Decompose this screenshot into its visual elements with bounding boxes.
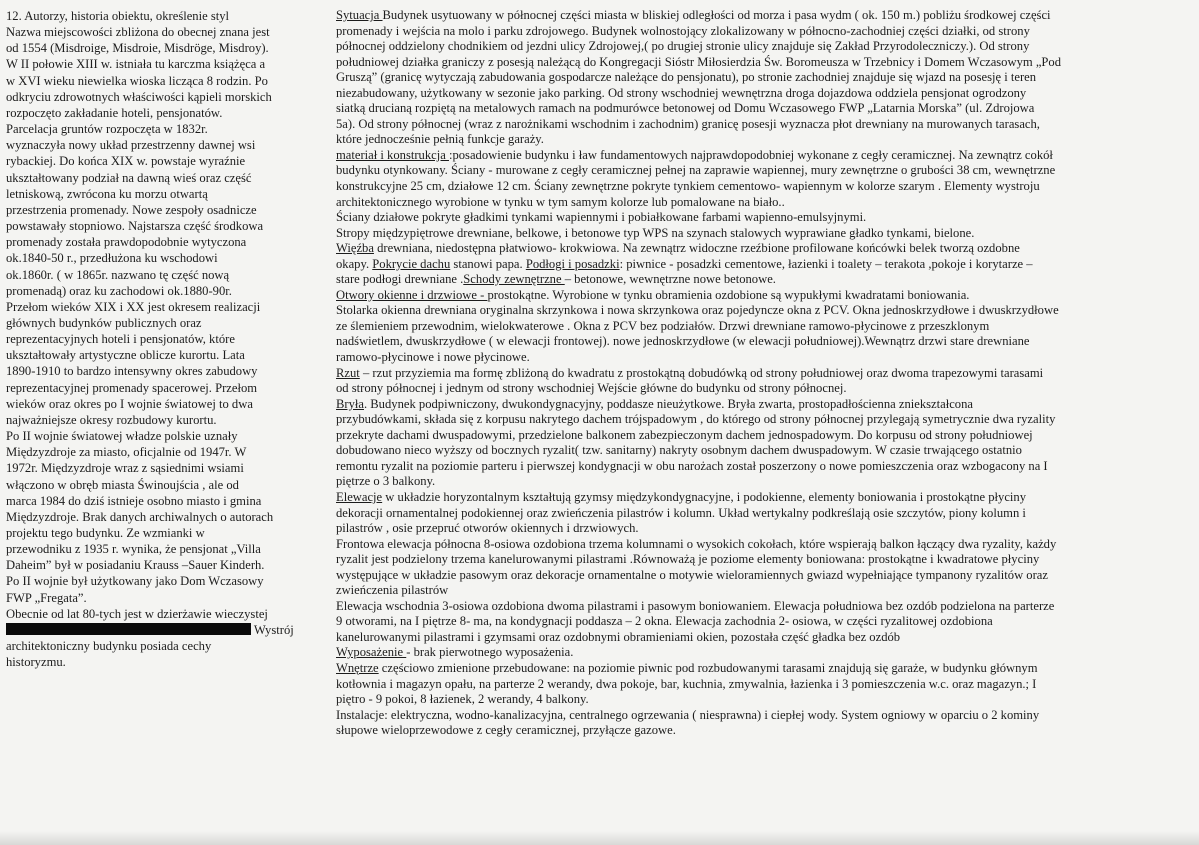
label-wnetrze: Wnętrze bbox=[336, 660, 379, 675]
text-material: :posadowienie budynku i ław fundamentowych najprawdopodobniej wykonane z cegły ceramicznej. Na zewnątrz cokół budynku otynkowany. Ściany - murowane z cegły ceramicznej pełnej na zaprawie wapiennej, mury zewnętrzne o grubości 38 cm, wewnętrzne konstrukcyjne 25 cm, działowe 12 cm. Ściany zewnętrzne pokryte tynkiem cementowo- wapiennym w kolorze szarym . Elementy wystroju architektonicznego wyrobione w tynku w tym samym kolorze lub pomalowane na biało.. Ściany działowe pokryte gładkimi tynkami wapiennymi i pobiałkowane farbami wapienno-emulsyjnymi. Stropy międzypiętrowe drewniane, belkowe, i betonowe typ WPS na szynach stalowych wyprawiane gładko tynkami, bielone. bbox=[336, 147, 1056, 240]
label-podlogi: Podłogi i posadzki bbox=[525, 256, 620, 271]
scan-edge bbox=[0, 831, 1199, 845]
history-text-end: Wystrój architektoniczny budynku posiada cechy historyzmu. bbox=[6, 622, 294, 670]
label-rzut: Rzut bbox=[336, 365, 360, 380]
text-elewacje: w układzie horyzontalnym kształtują gzymsy międzykondygnacyjne, i podokienne, elementy boniowania i prostokątne płyciny dekoracji ornamentalnej podokiennej oraz zwieńczenia pilastrów i kolumn. Układ wertykalny podkreślają osie szczytów, piony kolumn i pilastrów , osie przepruć otworów okiennych i drzwiowych. Frontowa elewacja północna 8-osiowa ozdobiona trzema kolumnami o wysokich cokołach, które wspierają balkon łączący dwa ryzality, każdy ryzalit jest podzielony trzema kanelurowanymi pilastrami .Równoważą je poziome elementy boniowana: prostokątne i kwadratowe płyciny występujące w układzie pasowym oraz dekoracje ornamentalne o motywie wieloramiennych gwiazd wypełniające tympanony ryzalitów oraz zwieńczenia pilastrów Elewacja wschodnia 3-osiowa ozdobiona dwoma pilastrami i pasowym boniowaniem. Elewacja południowa bez ozdób podzielona na parterze 9 otworami, na I piętrze 8- ma, na kondygnacji poddasza – 2 okna. Elewacja zachodnia 2- osiowa, w części ryzalitowej ozdobiona kanelurowanymi pilastrami i gzymsami oraz ozdobnymi obramieniami okien, pozostała część gładka bez ozdób bbox=[336, 489, 1057, 644]
label-bryla: Bryła bbox=[336, 396, 364, 411]
text-podlogi: : piwnice - posadzki cementowe, łazienki i toalety – terakota ,pokoje i korytarze – stare podłogi drewniane . bbox=[336, 256, 1033, 287]
section-sytuacja bbox=[336, 8, 1192, 148]
label-material: materiał i konstrukcja bbox=[336, 147, 449, 162]
redaction-bar bbox=[6, 623, 251, 635]
section-bryla bbox=[336, 397, 1192, 490]
text-pokrycie: stanowi papa. bbox=[450, 256, 526, 271]
text-sytuacja: Budynek usytuowany w północnej części miasta w bliskiej odległości od morza i pasa wydm ( ok. 150 m.) pobliżu środkowej części promenady i wejścia na molo i parku zdrojowego. Budynek wolnostojący zlokalizowany w północno-zachodniej części działki, od strony północnej oddzielony chodnikiem od jezdni ulicy Zdrojowej,( po drugiej stronie ulicy znajduje się Zakład Przyrodoleczniczy.). Od strony południowej działka graniczy z posesją należącą do Kongregacji Sióstr Miłosierdzia Św. Boromeusza w Trzebnicy i Domem Wczasowym „Pod Gruszą” (granicę wytyczają zabudowania gospodarcze należące do pensjonatu), po stronie zachodniej znajduje się wjazd na posesję i teren niezabudowany, użytkowany w sezonie jako parking. Od strony wschodniej wewnętrzna droga dojazdowa oddziela pensjonat ogrodzony siatką drucianą rozpiętą na metalowych ramach na podmurówce betonowej od Domu Wczasowego FWP „Latarnia Morska” (ul. Zdrojowa 5a). Od strony północnej (wraz z narożnikami wschodnim i zachodnim) granicę posesji wyznacza płot drewniany na murowanych tarasach, które jednocześnie pełnią funkcje garaży. bbox=[336, 8, 1062, 147]
history-text: 12. Autorzy, historia obiektu, określenie styl Nazwa miejscowości zbliżona do obecnej znana jest od 1554 (Misdroige, Misdroie, Misdröge, Misdroy). W II połowie XIII w. istniała tu karczma książęca a w XVI wieku niewielka wioska licząca 8 rodzin. Po odkryciu zdrowotnych właściwości kąpieli morskich rozpoczęto zakładanie hoteli, pensjonatów. Parcelacja gruntów rozpoczęta w 1832r. wyznaczyła nowy układ przestrzenny dawnej wsi rybackiej. Do końca XIX w. powstaje wyraźnie ukształtowany podział na dawną wieś oraz część letniskową, zwrócona ku morzu otwartą przestrzenia promenady. Nowe zespoły osadnicze powstawały stopniowo. Najstarsza część środkowa promenady została prawdopodobnie wytyczona ok.1840-50 r., przedłużona ku wschodowi ok.1860r. ( w 1865r. nazwano tę część nową promenadą) oraz ku zachodowi ok.1880-90r. Przełom wieków XIX i XX jest okresem realizacji głównych budynków publicznych oraz reprezentacyjnych hoteli i pensjonatów, które ukształtowały artystyczne oblicze kurortu. Lata 1890-1910 to bardzo intensywny okres zabudowy reprezentacyjnej promenady spacerowej. Przełom wieków oraz okres po I wojnie światowej to dwa najważniejsze okresy rozbudowy kurortu. Po II wojnie światowej władze polskie uznały Międzyzdroje za miasto, oficjalnie od 1947r. W 1972r. Międzyzdroje wraz z sąsiednimi wsiami włączono w obręb miasta Świnoujścia , ale od marca 1984 do dziś istnieje osobno miasto i gmina Międzyzdroje. Brak danych archiwalnych o autorach projektu tego budynku. Ze wzmianki w przewodniku z 1935 r. wynika, że pensjonat „Villa Daheim” był w posiadaniu Krauss –Sauer Kinderh. Po II wojnie był użytkowany jako Dom Wczasowy FWP „Fregata”. Obecnie od lat 80-tych jest w dzierżawie wieczystej bbox=[6, 9, 274, 621]
text-rzut: – rzut przyziemia ma formę zbliżoną do kwadratu z prostokątną dobudówką od strony południowej oraz dwoma trapezowymi tarasami od strony północnej i jednym od strony wschodniej Wejście główne do budynku od strony północnej. bbox=[336, 365, 1044, 396]
text-wyposazenie: - brak pierwotnego wyposażenia. bbox=[406, 645, 574, 660]
label-wiezba: Więźba bbox=[336, 241, 374, 256]
label-elewacje: Elewacje bbox=[336, 489, 383, 504]
label-pokrycie: Pokrycie dachu bbox=[372, 256, 451, 271]
text-wnetrze: częściowo zmienione przebudowane: na poziomie piwnic pod rozbudowanymi tarasami znajdują się garaże, w budynku głównym kotłownia i magazyn opału, na parterze 2 werandy, dwa pokoje, bar, kuchnia, zmywalnia, łazienka i 3 pomieszczenia w.c. oraz magazyn.; I piętro - 9 pokoi, 8 łazienek, 2 werandy, 4 balkony. Instalacje: elektryczna, wodno-kanalizacyjna, centralnego ogrzewania ( niesprawna) i ciepłej wody. System ogniowy w oparciu o 2 kominy słupowe wieloprzewodowe z cegły ceramicznej, przyłącze gazowe. bbox=[336, 660, 1040, 738]
section-wiezba bbox=[336, 241, 1192, 288]
section-rzut bbox=[336, 366, 1192, 397]
text-otwory: prostokątne. Wyrobione w tynku obramienia ozdobione są wypukłymi kwadratami boniowania. Stolarka okienna drewniana oryginalna skrzynkowa i nowa skrzynkowa oraz pojedyncze okna z PCV. Okna jednoskrzydłowe i dwuskrzydłowe ze ślemieniem przewodnim, wielokwaterowe . Okna z PCV bez podziałów. Drzwi drewniane ramowo-płycinowe z przeszklonym nadświetlem, dwuskrzydłowe ( w elewacji frontowej). nowe jednoskrzydłowe (w elewacji południowej).Wewnątrz drzwi stare drewniane ramowo-płycinowe i nowe płycinowe. bbox=[336, 287, 1059, 365]
label-wyposazenie: Wyposażenie bbox=[336, 645, 407, 660]
label-schody: Schody zewnętrzne bbox=[463, 272, 565, 287]
text-wiezba: drewniana, niedostępna płatwiowo- krokwiowa. Na zewnątrz widoczne rzeźbione profilowane końcówki belek tworzą ozdobne okapy. bbox=[336, 241, 1020, 271]
label-otwory: Otwory okienne i drzwiowe - bbox=[336, 287, 488, 302]
history-column bbox=[6, 8, 330, 670]
section-elewacje bbox=[336, 490, 1192, 645]
description-column bbox=[336, 8, 1192, 739]
section-otwory bbox=[336, 288, 1192, 366]
section-material bbox=[336, 148, 1192, 241]
section-wnetrze bbox=[336, 661, 1192, 739]
label-sytuacja: Sytuacja bbox=[336, 8, 383, 22]
section-wyposazenie bbox=[336, 645, 1192, 661]
text-bryla: . Budynek podpiwniczony, dwukondygnacyjny, poddasze nieużytkowe. Bryła zwarta, prostopadłościenna zniekształcona przybudówkami, składa się z korpusu nakrytego dachem trójspadowym , do którego od strony północnej przylegają symetrycznie dwa ryzality przekryte dachami dwuspadowymi, przedzielone balkonem zabezpieczonym dachem jednospadowym. Do korpusu od strony południowej dobudowano nieco wyższy od bocznych ryzalit( tzw. sanitarny) nakryty osobnym dachem dwuspadowym. W czasie trwającego ostatnio remontu ryzalit na poziomie parteru i pierwszej kondygnacji w obu narożach został poszerzony o nowe pomieszczenia oraz wzbogacony na I piętrze o 3 balkony. bbox=[336, 396, 1056, 489]
text-schody: – betonowe, wewnętrzne nowe betonowe. bbox=[564, 272, 776, 287]
